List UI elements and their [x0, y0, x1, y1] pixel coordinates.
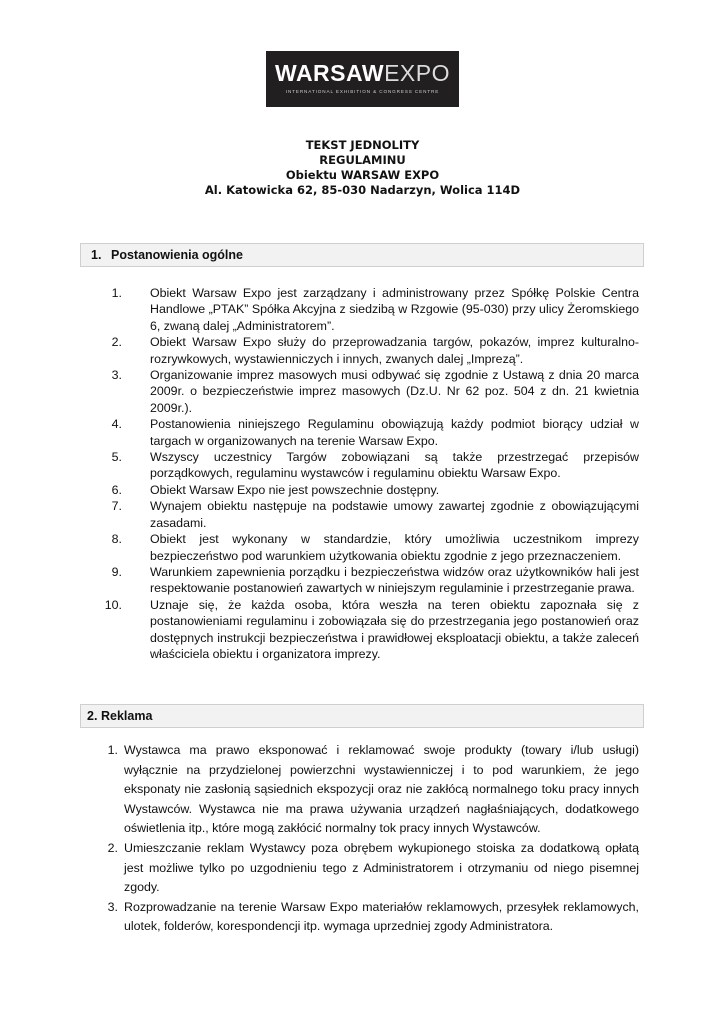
list-item [0, 741, 725, 839]
advertising-list [0, 741, 725, 937]
list-item [0, 334, 725, 367]
list-item [0, 367, 725, 416]
list-item [0, 416, 725, 449]
item-number: 5. [111, 450, 122, 465]
title-line-1: TEKST JEDNOLITY [305, 138, 420, 152]
item-number: 2. [111, 335, 122, 350]
item-text: Organizowanie imprez masowych musi odbywać się zgodnie z Ustawą z dnia 20 marca 2009r. o bezpieczeństwie imprez masowych (Dz.U. Nr 62 poz. 504 z dn. 21 kwietnia 2009r.). [150, 368, 639, 415]
document-title [0, 138, 725, 198]
list-item [0, 597, 725, 663]
warsaw-expo-logo [266, 51, 459, 107]
list-item [0, 449, 725, 482]
logo-wordmark [266, 60, 459, 86]
title-line-3: Obiektu WARSAW EXPO [285, 168, 440, 182]
general-provisions-list [0, 285, 725, 662]
title-line-4: Al. Katowicka 62, 85-030 Nadarzyn, Wolica 114D [204, 183, 521, 197]
section-title: Reklama [101, 709, 153, 723]
section-heading-general [80, 243, 644, 267]
item-text: Postanowienia niniejszego Regulaminu obowiązują każdy podmiot biorący udział w targach w organizowanych na terenie Warsaw Expo. [150, 417, 639, 448]
item-text: Wystawca ma prawo eksponować i reklamować swoje produkty (towary i/lub usługi) wyłącznie na przydzielonej powierzchni wystawienniczej i to pod warunkiem, że jego eksponaty nie zasłonią sąsiednich ekspozycji oraz nie zakłócą normalnego toku pracy innych Wystawców. Wystawca nie ma prawa używania urządzeń nagłaśniających, dodatkowego oświetlenia itp., które mogą zakłócić normalny tok pracy innych Wystawców. [124, 743, 639, 836]
item-text: Obiekt Warsaw Expo służy do przeprowadzania targów, pokazów, imprez kulturalno-rozrywkowych, wystawienniczych i innych, zwanych dalej „Imprezą”. [150, 335, 639, 366]
logo-brand-bold: WARSAW [275, 60, 385, 86]
item-number: 9. [111, 564, 122, 579]
item-text: Obiekt Warsaw Expo nie jest powszechnie dostępny. [150, 482, 440, 497]
item-text: Uznaje się, że każda osoba, która weszła na teren obiektu zapoznała się z postanowieniami regulaminu i zobowiązała się do przestrzegania jego postanowień oraz dostępnych instrukcji bezpieczeństwa i prawidłowej eksploatacji obiektu, a także zaleceń właściciela obiektu i organizatora imprezy. [150, 597, 639, 661]
item-text: Umieszczanie reklam Wystawcy poza obrębem wykupionego stoiska za dodatkową opłatą jest możliwe tylko po uzgodnieniu tego z Administratorem i otrzymaniu od niego pisemnej zgody. [124, 840, 639, 895]
section-heading-advertising [80, 704, 644, 728]
item-text: Wynajem obiektu następuje na podstawie umowy zawartej zgodnie z obowiązującymi zasadami. [150, 499, 639, 530]
list-item [0, 498, 725, 531]
list-item [0, 285, 725, 334]
title-line-2: REGULAMINU [319, 153, 406, 167]
item-text: Obiekt jest wykonany w standardzie, który umożliwia uczestnikom imprezy bezpieczeństwo pod warunkiem użytkowania obiektu zgodnie z jego przeznaczeniem. [150, 532, 639, 563]
item-number: 3. [111, 368, 122, 383]
list-item [0, 482, 725, 498]
item-number: 8. [111, 532, 122, 547]
item-number: 10. [104, 597, 122, 612]
section-number: 2. [87, 709, 98, 723]
item-text: Warunkiem zapewnienia porządku i bezpieczeństwa widzów oraz użytkowników hali jest respektowanie postanowień zawartych w niniejszym regulaminie i przestrzeganie prawa. [150, 564, 639, 596]
section-number: 1. [91, 248, 102, 262]
logo-tagline: INTERNATIONAL EXHIBITION & CONGRESS CENTRE [285, 89, 440, 94]
item-number: 4. [111, 417, 122, 432]
list-item [0, 839, 725, 898]
item-number: 7. [111, 499, 122, 514]
list-item [0, 531, 725, 564]
item-text: Rozprowadzanie na terenie Warsaw Expo materiałów reklamowych, przesyłek reklamowych, ulotek, folderów, korespondencji itp. wymaga uprzedniej zgody Administratora. [124, 899, 639, 934]
item-number: 1. [111, 286, 122, 300]
item-number: 1. [107, 743, 118, 757]
item-number: 6. [111, 482, 122, 497]
item-text: Obiekt Warsaw Expo jest zarządzany i administrowany przez Spółkę Polskie Centra Handlowe „PTAK” Spółka Akcyjna z siedzibą w Rzgowie (95-030) przy ulicy Żeromskiego 6, zwaną dalej „Administratorem”. [150, 286, 639, 333]
item-text: Wszyscy uczestnicy Targów zobowiązani są także przestrzegać przepisów porządkowych, regulaminu wystawców i regulaminu obiektu Warsaw Expo. [150, 450, 639, 481]
list-item [0, 898, 725, 937]
section-title: Postanowienia ogólne [111, 248, 243, 262]
list-item [0, 564, 725, 597]
logo-brand-light: EXPO [384, 60, 450, 86]
item-number: 2. [107, 840, 118, 855]
item-number: 3. [107, 899, 118, 914]
